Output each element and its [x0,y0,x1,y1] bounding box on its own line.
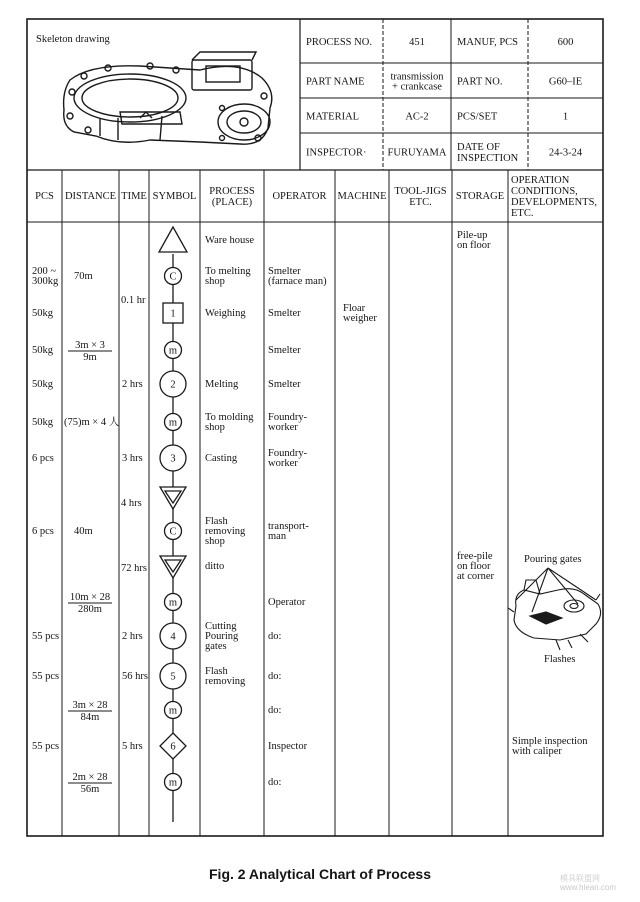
process-cell-line: removing [205,676,246,687]
process-row [68,772,282,795]
operator-cell-line: Smelter [268,308,301,319]
operator-cell-line: (farnace man) [268,276,327,287]
process-row [32,516,309,547]
watermark-line-1: 模具联盟网 [560,874,600,883]
header-value-6-line: FURUYAMA [387,147,447,159]
header-value-5-line: 1 [562,111,569,123]
operator-cell-line: Smelter [268,345,301,356]
process-cell [205,453,238,464]
distance-cell-line: 10m × 28 [69,592,111,603]
pcs-cell-line: 50kg [32,379,53,390]
operator-cell [268,521,309,542]
symbol-label [170,632,176,643]
pcs-cell [32,741,59,752]
header-value-2-line: + crankcase [392,81,442,93]
pcs-cell [32,345,54,356]
pcs-cell [32,526,54,537]
distance-cell-line: 70m [74,271,93,282]
process-row [159,227,491,252]
process-cell [205,516,246,547]
symbol-label [169,527,176,538]
header-value-7 [549,148,583,159]
distance-cell-line: 40m [74,526,93,537]
process-row [32,303,377,324]
distance-cell [70,592,110,603]
symbol-label-line: 6 [170,741,176,753]
header-label-4 [306,112,359,123]
header-value-0-line: 451 [409,37,425,48]
operator-cell-line: Foundry- [268,412,308,423]
symbol-label [170,672,175,683]
pcs-cell-line: 6 pcs [32,526,54,537]
process-cell-line: shop [205,276,225,287]
process-cell-line: gates [205,641,227,652]
distance-cell-line: 280m [78,604,102,615]
column-header-4 [209,186,255,208]
process-cell-line: shop [205,422,225,433]
header-label-1-line: MANUF, PCS [457,37,519,48]
pcs-cell-line: 55 pcs [32,741,60,752]
operator-cell-line: Foundry- [268,448,308,459]
symbol-label-line: 1 [170,308,176,320]
symbol-label-line: m [168,597,178,609]
distance-cell [81,784,100,795]
storage-cell-line: at corner [457,571,495,582]
header-label-5 [457,112,498,123]
process-cell-line: ditto [205,561,225,572]
operator-cell-line: worker [268,458,298,469]
pcs-cell [32,453,54,464]
distance-cell-line: 2m × 28 [72,772,108,783]
flashes-label-line: Flashes [544,654,576,665]
column-header-5-line: OPERATOR [272,191,327,202]
pcs-cell [32,671,59,682]
process-row [68,592,306,615]
column-header-3-line: SYMBOL [152,191,197,202]
header-value-7-line: 24-3-24 [548,147,583,159]
header-label-7 [457,142,519,164]
header-value-6 [388,148,447,159]
symbol-label [170,742,175,753]
header-value-2 [390,72,444,93]
time-cell [122,379,143,390]
symbol-label [169,272,176,283]
pcs-cell-line: 200 ~ [32,266,57,277]
column-header-7-line: TOOL-JIGS [394,186,447,197]
process-cell [205,666,246,687]
machine-cell [343,303,377,324]
header-label-3 [457,77,502,88]
time-between-rows [121,498,142,509]
pcs-cell [32,631,59,642]
flashes-label [544,654,576,665]
distance-cell [83,352,96,363]
process-row [160,551,495,582]
symbol-label-line: C [169,526,177,538]
distance-cell-line: 56m [80,784,100,795]
column-header-4-line: (PLACE) [211,197,253,208]
process-cell-line: Casting [205,453,238,464]
operator-cell [268,741,308,752]
operator-cell-line: do: [268,671,282,682]
header-label-3-line: PART NO. [457,76,503,88]
operator-cell-line: man [268,531,287,542]
pcs-cell-line: 300kg [32,276,59,287]
storage-cell-line: Pile-up [457,230,488,241]
time-cell-line: 5 hrs [122,741,143,752]
pcs-cell [32,379,54,390]
distance-cell [74,526,93,537]
column-header-2 [121,191,147,202]
pouring-gates-label [524,554,581,565]
operator-cell [268,308,301,319]
process-cell-line: Flash [205,516,228,527]
header-value-4 [405,112,428,123]
skeleton-drawing [64,52,272,144]
process-cell [205,308,246,319]
header-label-7-line: INSPECTION [457,153,519,164]
operator-cell [268,631,282,642]
process-cell-line: removing [205,526,246,537]
process-cell-line: Flash [205,666,228,677]
header-label-7-line: DATE OF [457,142,500,153]
header-label-2 [306,77,365,88]
header-value-2-line: transmission [390,71,444,83]
operator-cell [268,597,306,608]
time-cell-line: 56 hrs [122,671,148,682]
operator-cell-line: Smelter [268,266,301,277]
process-cell-line: Cutting [205,621,237,632]
operator-cell [268,671,282,682]
operator-cell [268,412,308,433]
process-cell [205,412,254,433]
header-label-2-line: PART NAME [306,76,365,88]
distance-cell [74,271,93,282]
column-header-9-line: CONDITIONS, [511,186,578,197]
symbol-label [169,706,177,717]
pouring-gates-label-line: Pouring gates [524,554,582,565]
header-value-4-line: AC-2 [405,111,429,123]
watermark [560,874,616,892]
header-label-6-line: INSPECTOR· [306,147,367,159]
column-header-5 [272,191,326,202]
operator-cell-line: Smelter [268,379,301,390]
operator-cell-line: transport- [268,521,309,532]
operator-cell-line: do: [268,631,282,642]
header-value-0 [409,37,425,48]
column-header-9-line: ETC. [511,208,534,219]
column-header-4-line: PROCESS [209,186,255,197]
column-header-9 [511,175,597,219]
operator-cell [268,705,282,716]
header-label-6 [306,148,366,159]
process-cell [205,266,251,287]
process-cell [205,561,224,572]
figure-caption: Fig. 2 Analytical Chart of Process [209,866,431,882]
symbol-label-line: m [168,777,178,789]
operator-cell [268,379,301,390]
symbol-label [170,380,175,391]
skeleton-label-line: Skeleton drawing [36,34,110,45]
storage-cell-line: on floor [457,561,491,572]
time-cell-line: 2 hrs [122,631,143,642]
symbol-label-line: C [169,271,177,283]
conditions-cell [512,736,588,757]
symbol-label [169,346,177,357]
operator-cell-line: do: [268,777,282,788]
process-cell-line: To molding [205,412,254,423]
header-label-0 [306,37,372,48]
column-header-9-line: DEVELOPMENTS, [511,197,598,208]
operator-cell [268,777,282,788]
header-value-5 [563,112,568,123]
operator-cell-line: do: [268,705,282,716]
symbol-label [169,598,177,609]
process-row [68,700,282,723]
column-header-0 [35,191,54,202]
distance-cell-line: (75)m × 4 人 [64,417,120,428]
storage-cell-line: on floor [457,240,491,251]
header-label-0-line: PROCESS NO. [306,37,372,48]
time-between-rows-line: 4 hrs [121,498,142,509]
process-cell-line: To melting [205,266,251,277]
time-cell [122,741,143,752]
column-header-9-line: OPERATION [511,175,570,186]
operator-cell [268,266,327,287]
distance-cell-line: 9m [83,352,97,363]
process-cell-line: Ware house [205,235,255,246]
header-value-1-line: 600 [557,37,574,48]
pcs-cell-line: 50kg [32,308,53,319]
pcs-cell-line: 55 pcs [32,631,60,642]
symbol-label [169,418,177,429]
process-symbol-triangle-down [160,556,186,578]
process-row [32,266,327,287]
pcs-cell [32,417,54,428]
column-header-3 [153,191,197,202]
process-row [32,733,588,759]
symbol-label-line: 4 [170,631,176,643]
column-header-8 [456,191,504,202]
symbol-label [169,778,177,789]
pcs-cell-line: 6 pcs [32,453,54,464]
time-between-rows-line: 0.1 hr [121,295,146,306]
column-header-0-line: PCS [35,191,54,202]
operator-cell-line: worker [268,422,298,433]
symbol-label-line: m [168,417,178,429]
conditions-cell-line: Simple inspection [512,736,588,747]
time-between-rows [121,295,146,306]
symbol-label-line: m [168,705,178,717]
time-between-rows-line: 72 hrs [121,563,147,574]
column-header-7-line: ETC. [409,197,432,208]
header-label-4-line: MATERIAL [306,111,360,123]
process-cell [205,621,239,652]
symbol-label-line: 2 [170,379,176,391]
process-row [32,412,308,433]
distance-cell [64,415,120,428]
process-cell-line: Weighing [205,308,246,319]
pcs-cell-line: 50kg [32,417,53,428]
storage-cell [457,230,491,251]
machine-cell-line: weigher [343,313,377,324]
column-header-7 [394,186,446,208]
distance-cell-line: 84m [80,712,100,723]
distance-cell [72,772,107,783]
process-row [32,340,301,363]
distance-cell-line: 3m × 3 [75,340,105,351]
symbol-label [170,309,175,320]
process-cell-line: shop [205,536,225,547]
process-row [160,487,186,509]
time-cell [122,671,148,682]
column-header-8-line: STORAGE [455,191,505,202]
symbol-label-line: m [168,345,178,357]
time-cell-line: 2 hrs [122,379,143,390]
column-header-1 [65,191,116,202]
distance-cell [78,604,102,615]
header-label-5-line: PCS/SET [457,111,498,123]
process-row [32,445,308,471]
watermark-line-2: www.hlean.com [560,883,617,892]
time-cell-line: 3 hrs [122,453,143,464]
symbol-label-line: 5 [170,671,176,683]
operator-cell [268,448,308,469]
pcs-cell-line: 55 pcs [32,671,60,682]
machine-cell-line: Floar [343,303,366,314]
storage-cell [457,551,495,582]
storage-cell-line: free-pile [457,551,493,562]
header-value-3 [549,77,582,88]
header-value-3-line: G60–IE [548,76,583,88]
process-cell [205,235,254,246]
process-cell [205,379,239,390]
time-cell [122,631,143,642]
time-cell [122,453,143,464]
operator-cell-line: Inspector [268,741,308,752]
conditions-cell-line: with caliper [512,746,562,757]
distance-cell-line: 3m × 28 [72,700,108,711]
process-symbol-triangle-down [160,487,186,509]
symbol-label-line: 3 [170,453,176,465]
distance-cell [81,712,100,723]
process-cell-line: Pouring [205,631,239,642]
pcs-cell [32,308,54,319]
process-row [32,621,282,652]
skeleton-label [36,34,111,45]
process-row [32,371,301,397]
distance-cell [72,700,107,711]
distance-cell [75,340,105,351]
column-header-1-line: DISTANCE [64,191,117,202]
symbol-label [170,454,175,465]
process-symbol-triangle-up [159,227,187,252]
time-between-rows [121,563,147,574]
pouring-gates-sketch [508,568,601,650]
pcs-cell [32,266,59,287]
header-label-1 [457,37,518,48]
operator-cell-line: Operator [268,597,306,608]
column-header-2-line: TIME [121,191,147,202]
pcs-cell-line: 50kg [32,345,53,356]
process-row [32,663,282,689]
operator-cell [268,345,301,356]
process-cell-line: Melting [205,379,239,390]
column-header-6-line: MACHINE [337,191,387,202]
header-value-1 [558,37,574,48]
column-header-6 [338,191,387,202]
